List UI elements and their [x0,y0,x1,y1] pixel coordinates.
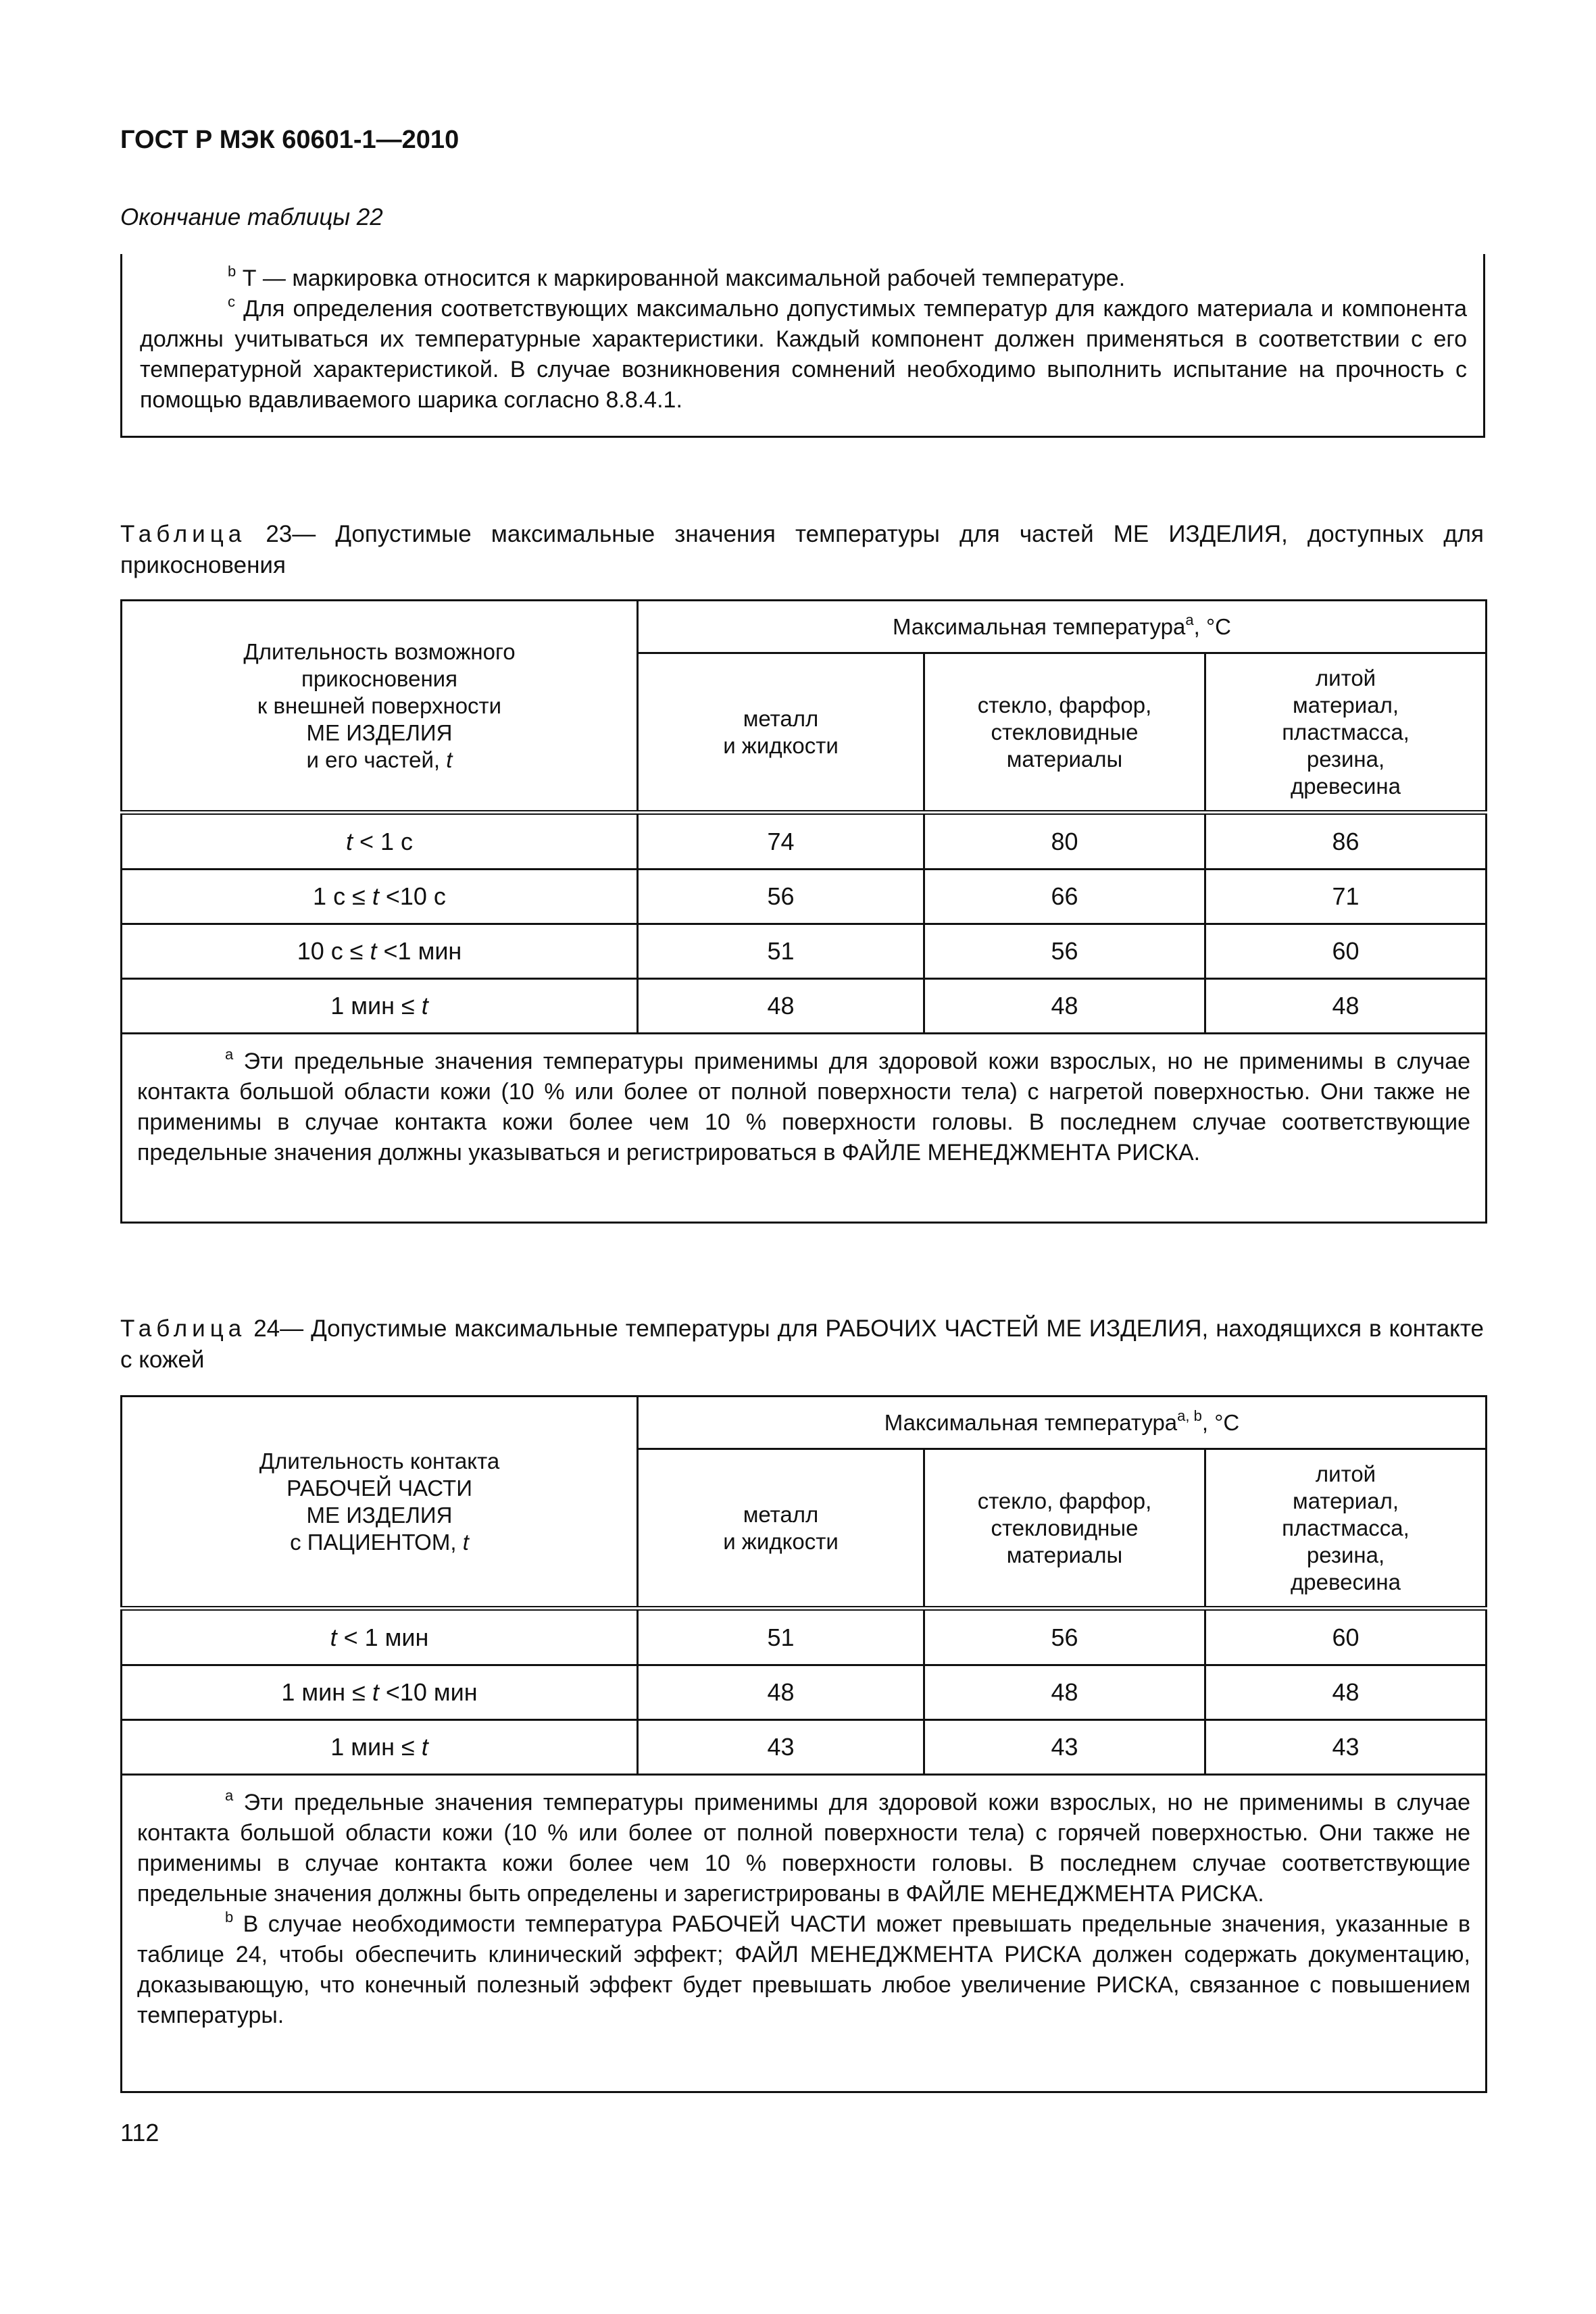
header-line: пластмасса, [1282,719,1410,745]
duration-header [122,601,638,813]
header-line: древесина [1291,1569,1401,1594]
value-cell: 48 [1205,1665,1487,1720]
header-line: Длительность возможного [243,638,516,664]
table22-note-b [140,263,1467,294]
table22-notes [120,254,1485,438]
header-line [129,1529,630,1556]
table24-caption [120,1313,1484,1376]
max-temp-header [638,1397,1487,1449]
caption-text: — Допустимые максимальные температуры для РАБОЧИХ ЧАСТЕЙ МЕ ИЗДЕЛИЯ, находящихся в контакте с кожей [120,1315,1484,1373]
value-cell: 51 [638,924,924,979]
header-line: Длительность контакта [259,1448,500,1474]
header-line: металл [743,705,819,731]
table23-caption [120,519,1484,581]
cell-text: 1 с ≤ [313,882,372,910]
header-line: и жидкости [723,1528,839,1554]
footnote-a [137,1788,1470,1909]
header-line: металл [743,1501,819,1527]
header-line: литой [1315,665,1376,690]
footnote-text: Эти предельные значения температуры применимы для здоровой кожи взрослых, но не применимы в случае контакта большой области кожи (10 % или более от полной поверхности тела) с горячей поверхностью. Они также не применимы в случае контакта кожи более чем 10 % поверхности головы. В последнем случае соответствующие предельные значения должны быть определены и зарегистрированы в ФАЙЛЕ МЕНЕДЖМЕНТА РИСКА. [137,1790,1471,1907]
variable-t: t [462,1529,469,1555]
unit: , °С [1193,613,1232,639]
header-line [129,747,630,774]
variable-t: t [330,1623,337,1651]
table24-footnotes [122,1775,1487,2092]
variable-t: t [446,747,453,772]
note-c-text: Для определения соответствующих максимально допустимых температур для каждого материала и компонента должны учитываться их температурные характеристики. Каждый компонент должен применяться в соответствии с его температурной характеристикой. В случае возникновения сомнений необходимо выполнить испытание на прочность с помощью вдавливаемого шарика согласно 8.8.4.1. [140,296,1467,413]
value-cell: 71 [1205,870,1487,924]
cell-text: < 1 мин [336,1623,429,1651]
header-line: стекловидные [991,719,1139,745]
cell-text: <10 мин [378,1678,478,1706]
header-line: РАБОЧЕЙ ЧАСТИ [286,1475,472,1501]
cell-text: <10 с [378,882,446,910]
header-line: пластмасса, [1282,1515,1410,1540]
table-continuation-label: Окончание таблицы 22 [120,204,383,230]
variable-t: t [421,992,428,1020]
header-text: и его частей, [306,747,441,772]
cell-text: <1 мин [376,937,462,965]
table23-footnote [122,1034,1487,1223]
variable-t: t [345,827,353,855]
header-line: материал, [1293,692,1399,718]
header-line: стекло, фарфор, [977,692,1152,718]
variable-t: t [372,882,379,910]
table-label: Таблица [120,521,247,547]
value-cell: 48 [638,979,924,1034]
value-cell: 43 [1205,1720,1487,1775]
cell-text: 1 мин ≤ [330,1733,422,1761]
table-row [122,813,1487,870]
max-temp-label: Максимальная температура [884,1409,1178,1435]
cell-text: 1 мин ≤ [330,992,422,1020]
footnote-mark-a: a [225,1046,234,1063]
table-row [122,1609,1487,1665]
duration-cell [122,1665,638,1720]
footnote-mark-b: b [225,1909,234,1926]
max-temp-label: Максимальная температура [893,613,1186,639]
duration-cell [122,979,638,1034]
duration-cell [122,924,638,979]
header-line: и жидкости [723,732,839,758]
table-row [122,924,1487,979]
header-line: МЕ ИЗДЕЛИЯ [306,1502,453,1528]
header-line: материалы [1006,746,1123,772]
value-cell: 43 [638,1720,924,1775]
footnote-text: Эти предельные значения температуры применимы для здоровой кожи взрослых, но не применимы в случае контакта большой области кожи (10 % или более от полной поверхности тела) с нагретой поверхностью. Они также не применимы в случае контакта кожи более чем 10 % поверхности головы. В последнем случае соответствующие предельные значения должны указываться и регистрироваться в ФАЙЛЕ МЕНЕДЖМЕНТА РИСКА. [137,1049,1471,1165]
table-number: 24 [253,1315,280,1342]
value-cell: 56 [924,924,1205,979]
header-line: резина, [1306,746,1385,772]
header-line: материал, [1293,1488,1399,1513]
table-label: Таблица [120,1315,247,1342]
header-text: с ПАЦИЕНТОМ, [290,1529,457,1555]
header-line: стекло, фарфор, [977,1488,1152,1513]
table23 [120,599,1487,1224]
cell-text: 10 с ≤ [297,937,370,965]
value-cell: 48 [1205,979,1487,1034]
cell-text: 1 мин ≤ [281,1678,372,1706]
variable-t: t [370,937,377,965]
value-cell: 56 [638,870,924,924]
table-row [122,979,1487,1034]
duration-cell [122,1720,638,1775]
header-line: древесина [1291,773,1401,799]
glass-header [924,653,1205,813]
standard-title: ГОСТ Р МЭК 60601-1—2010 [120,126,459,154]
molded-header [1205,1449,1487,1609]
duration-cell [122,870,638,924]
metal-header [638,1449,924,1609]
table22-note-c [140,294,1467,416]
value-cell: 51 [638,1609,924,1665]
value-cell: 66 [924,870,1205,924]
header-line: к внешней поверхности [257,693,502,718]
page-number: 112 [120,2119,159,2146]
duration-cell [122,813,638,870]
header-line: МЕ ИЗДЕЛИЯ [306,720,453,745]
value-cell: 60 [1205,1609,1487,1665]
value-cell: 43 [924,1720,1205,1775]
duration-cell [122,1609,638,1665]
molded-header [1205,653,1487,813]
footnote-mark-a: a [225,1787,234,1804]
caption-text: — Допустимые максимальные значения температуры для частей МЕ ИЗДЕЛИЯ, доступных для прикосновения [120,521,1484,578]
contact-duration-header [122,1397,638,1609]
variable-t: t [372,1678,379,1706]
footnote-mark-b: b [228,263,236,280]
table-row [122,870,1487,924]
table-number: 23 [266,521,293,547]
footnote-mark-c: c [228,293,235,310]
table-row [122,1720,1487,1775]
glass-header [924,1449,1205,1609]
note-b-text: Т — маркировка относится к маркированной максимальной рабочей температуре. [242,266,1126,291]
cell-text: < 1 с [352,827,414,855]
metal-header [638,653,924,813]
footnote-mark: a, b [1177,1407,1202,1424]
unit: , °С [1201,1409,1240,1435]
footnote-b [137,1909,1470,2031]
header-line: резина, [1306,1542,1385,1567]
value-cell: 48 [638,1665,924,1720]
value-cell: 48 [924,979,1205,1034]
footnote-mark: a [1185,611,1194,628]
value-cell: 74 [638,813,924,870]
value-cell: 60 [1205,924,1487,979]
footnote-a [137,1047,1470,1168]
footnote-text: В случае необходимости температура РАБОЧЕЙ ЧАСТИ может превышать предельные значения, указанные в таблице 24, чтобы обеспечить клинический эффект; ФАЙЛ МЕНЕДЖМЕНТА РИСКА должен содержать документацию, доказывающую, что конечный полезный эффект будет превышать любое увеличение РИСКА, связанное с повышением температуры. [137,1911,1471,2028]
header-line: прикосновения [301,665,457,691]
value-cell: 56 [924,1609,1205,1665]
max-temp-header [638,601,1487,653]
header-line: стекловидные [991,1515,1139,1540]
table-row [122,1665,1487,1720]
value-cell: 80 [924,813,1205,870]
header-line: материалы [1006,1542,1123,1567]
header-line: литой [1315,1461,1376,1486]
table24 [120,1395,1487,2093]
value-cell: 86 [1205,813,1487,870]
variable-t: t [421,1733,428,1761]
value-cell: 48 [924,1665,1205,1720]
